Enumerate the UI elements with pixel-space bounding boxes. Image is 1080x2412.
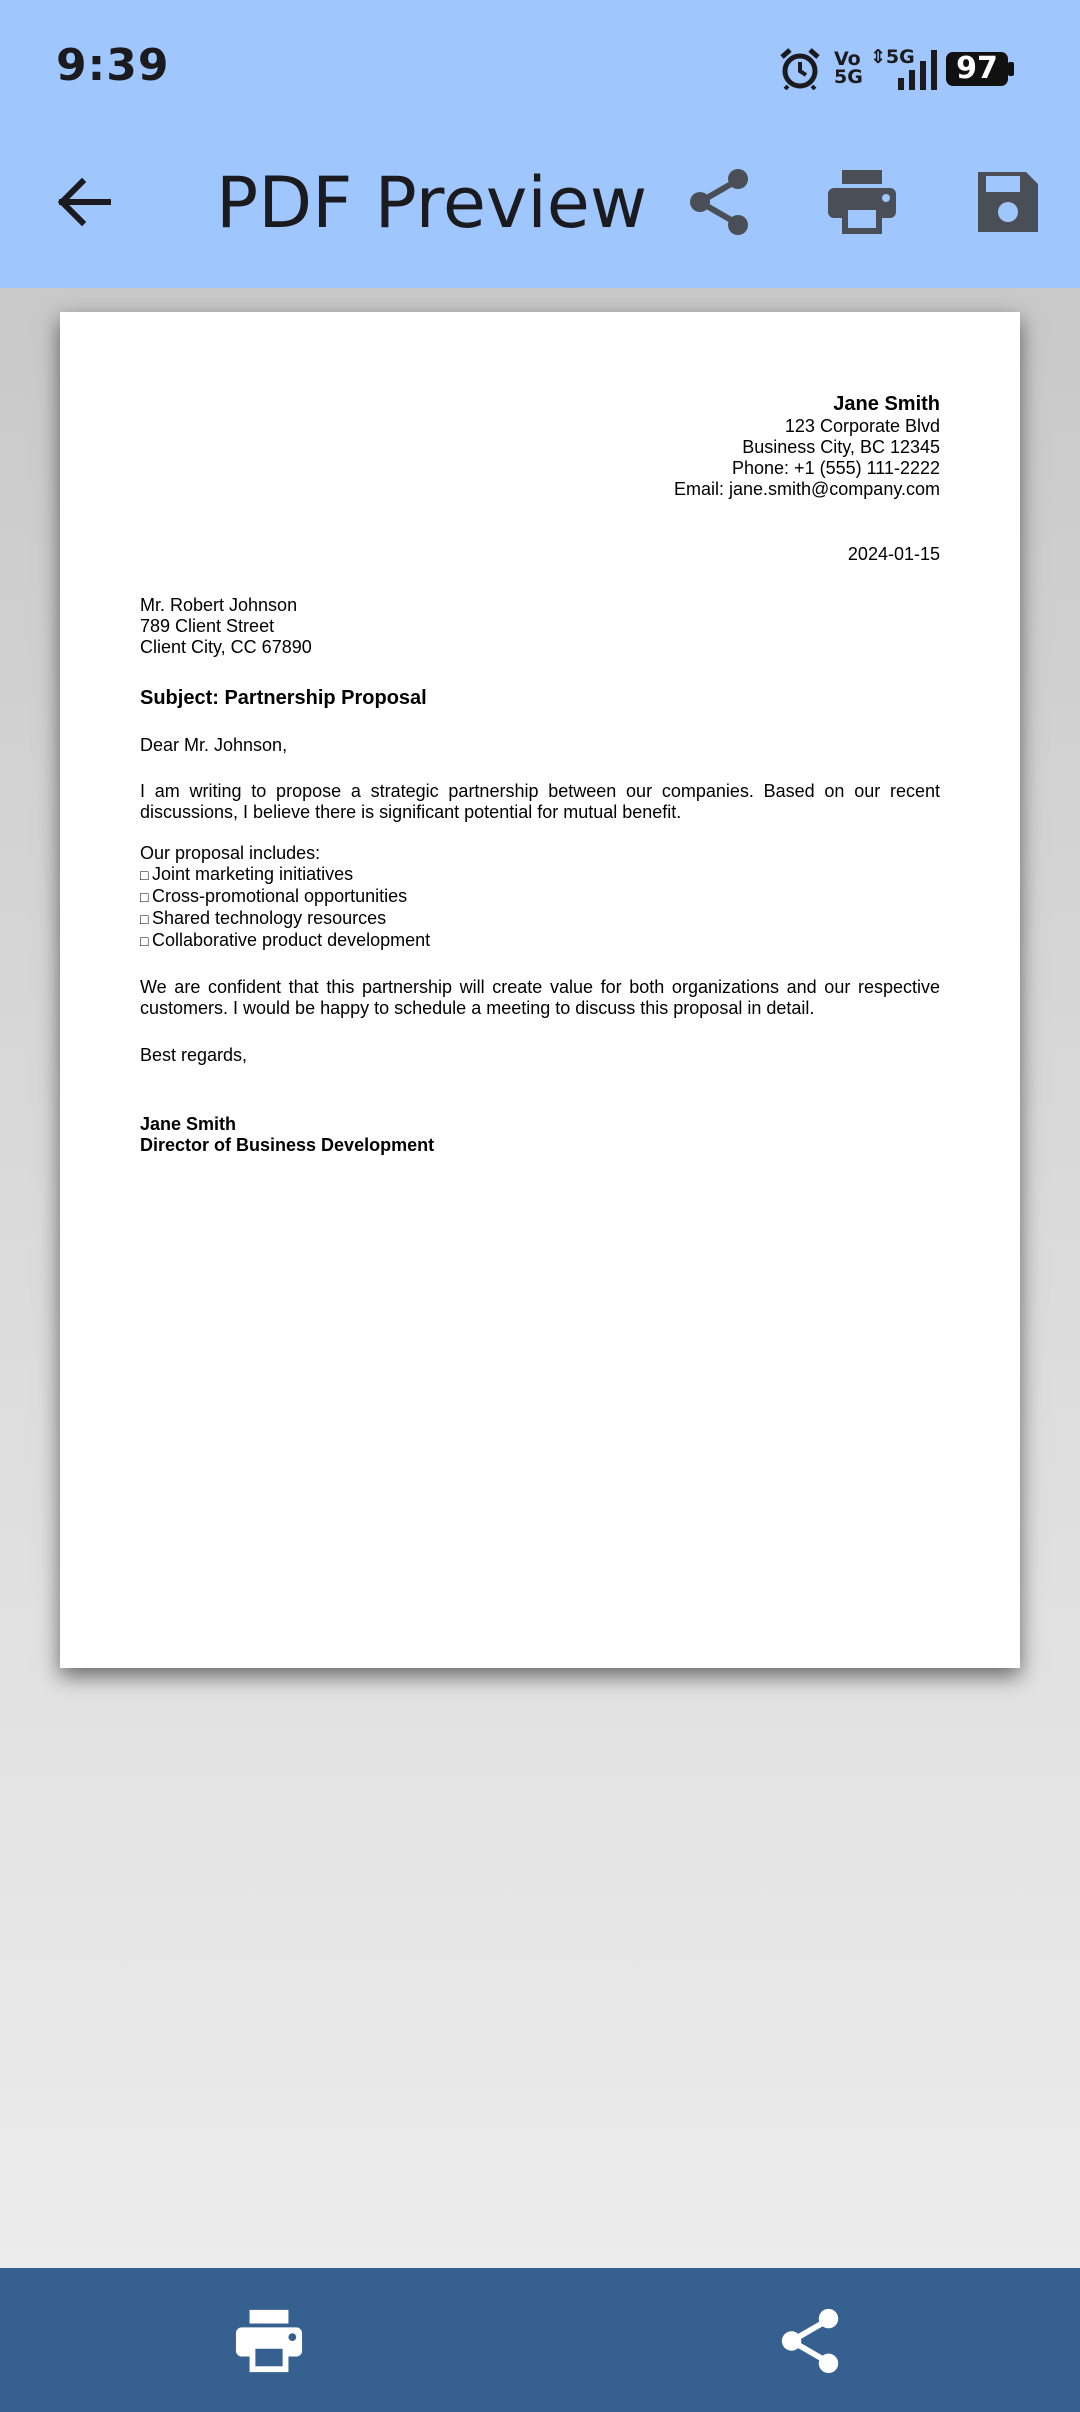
sender-address-line-1: 123 Corporate Blvd xyxy=(784,416,940,436)
bottom-bar xyxy=(0,2268,1080,2412)
battery-tip xyxy=(1008,62,1014,76)
signature-title: Director of Business Development xyxy=(140,1135,435,1155)
closing-line: Best regards, xyxy=(140,1045,248,1065)
print-icon[interactable] xyxy=(234,2306,304,2376)
share-icon[interactable] xyxy=(776,2306,846,2376)
recipient-name: Mr. Robert Johnson xyxy=(140,595,298,615)
letter-content xyxy=(140,392,940,1156)
status-time: 9:39 xyxy=(56,40,170,91)
list-item: □ Cross-promotional opportunities xyxy=(140,886,940,908)
save-icon[interactable] xyxy=(972,166,1044,238)
salutation: Dear Mr. Johnson, xyxy=(140,735,288,755)
volte-indicator: Vo 5G xyxy=(834,48,863,88)
paragraph-closing: We are confident that this partnership will create value for both organizations and our respective customers. I would be happy to schedule a meeting to discuss this proposal in detail. xyxy=(140,977,940,1018)
share-icon[interactable] xyxy=(684,166,756,238)
pdf-page xyxy=(60,312,1020,1668)
sender-email: Email: jane.smith@company.com xyxy=(673,479,940,499)
network-type: ⇕5G xyxy=(870,46,915,68)
sender-name: Jane Smith xyxy=(833,393,940,415)
back-arrow-icon[interactable] xyxy=(54,172,114,232)
letter-subject: Subject: Partnership Proposal xyxy=(140,687,427,709)
recipient-street: 789 Client Street xyxy=(140,616,275,636)
app-bar xyxy=(0,0,1080,288)
print-icon[interactable] xyxy=(826,166,898,238)
battery-indicator: 97 xyxy=(946,52,1008,86)
sender-block xyxy=(140,392,940,500)
list-intro: Our proposal includes: xyxy=(140,843,321,863)
paragraph-intro: I am writing to propose a strategic partnership between our companies. Based on our recent discussions, I believe there is significant potential for mutual benefit. xyxy=(140,781,940,822)
signature-name: Jane Smith xyxy=(140,1114,237,1134)
recipient-block xyxy=(140,595,940,658)
list-item: □ Shared technology resources xyxy=(140,908,940,930)
alarm-icon xyxy=(780,48,820,90)
page-title: PDF Preview xyxy=(216,162,648,244)
list-item: □ Joint marketing initiatives xyxy=(140,864,940,886)
sender-phone: Phone: +1 (555) 111-2222 xyxy=(732,458,940,478)
recipient-city: Client City, CC 67890 xyxy=(140,637,312,657)
signal-icon xyxy=(898,50,940,90)
letter-date: 2024-01-15 xyxy=(847,544,940,564)
sender-address-line-2: Business City, BC 12345 xyxy=(742,437,940,457)
list-item: □ Collaborative product development xyxy=(140,930,940,952)
